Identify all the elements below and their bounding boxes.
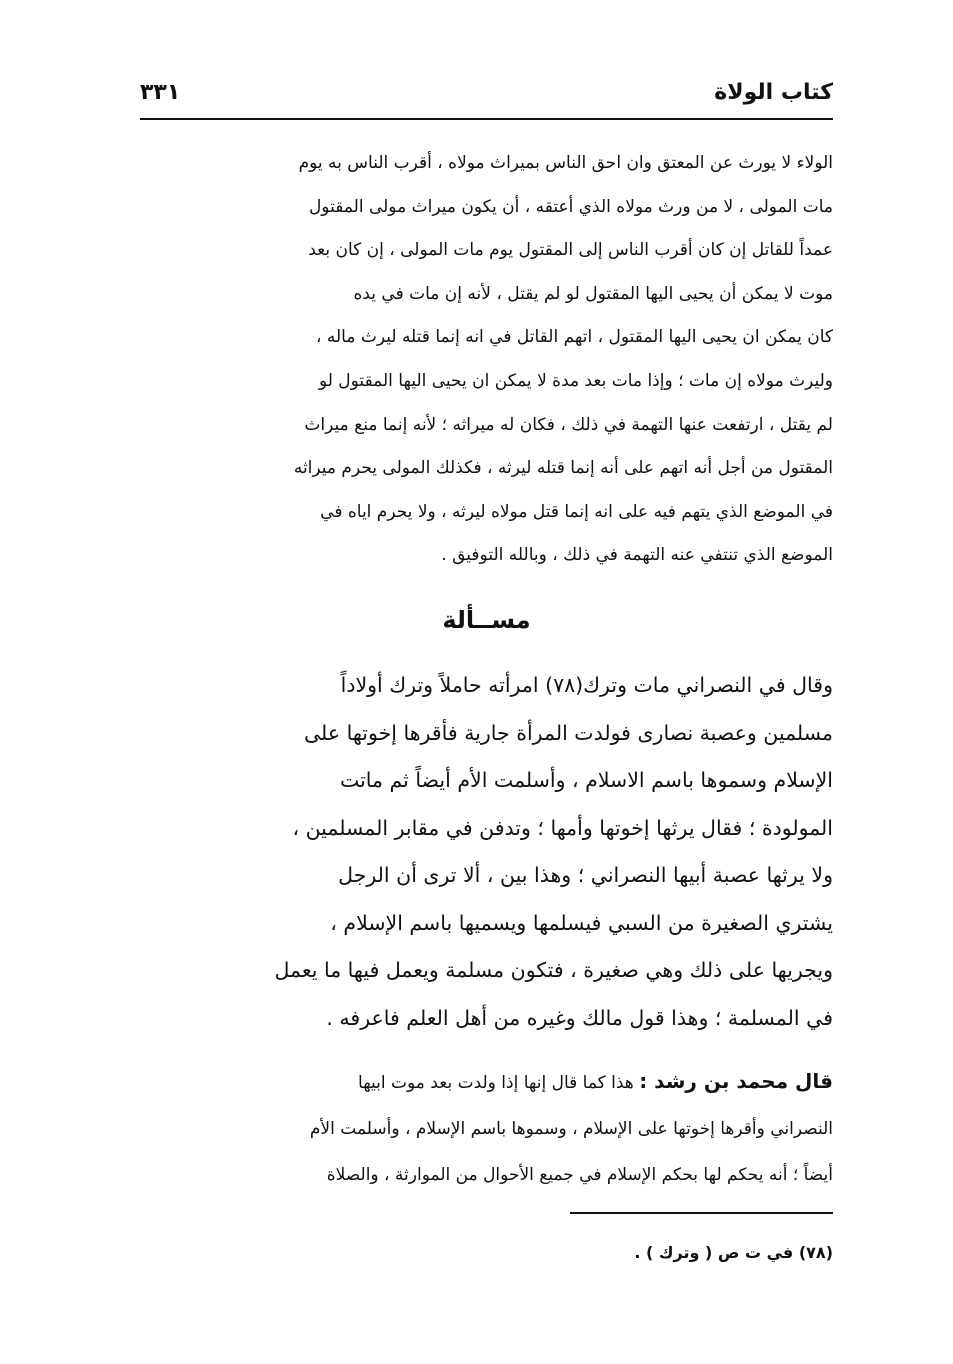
- book-title: كتاب الولاة: [714, 80, 833, 105]
- paragraph-1: [140, 142, 833, 578]
- section-heading: مســألة: [442, 606, 531, 634]
- paragraph-3: [140, 1058, 833, 1198]
- text-line: الموضع الذي تنتفي عنه التهمة في ذلك ، وبالله التوفيق .: [441, 545, 833, 566]
- text-line: في المسلمة ؛ وهذا قول مالك وغيره من أهل العلم فاعرفه .: [326, 1005, 833, 1030]
- text-line: [140, 1058, 833, 1106]
- paragraph-2: [140, 662, 833, 1042]
- footnote-rule: [570, 1212, 833, 1214]
- text-line: مسلمين وعصبة نصارى فولدت المرأة جارية فأقرها إخوتها على: [303, 720, 833, 745]
- running-header: [140, 76, 833, 116]
- text-line: لم يقتل ، ارتفعت عنها التهمة في ذلك ، فكان له ميراثه ؛ لأنه إنما منع ميراث: [304, 414, 833, 435]
- text-line: وليرث مولاه إن مات ؛ وإذا مات بعد مدة لا يمكن ان يحيى اليها المقتول لو: [318, 370, 833, 391]
- text-line: مات المولى ، لا من ورث مولاه الذي أعتقه ، أن يكون ميراث مولى المقتول: [308, 196, 833, 217]
- text-line: وقال في النصراني مات وترك(٧٨) امرأته حاملاً وترك أولاداً: [340, 673, 833, 697]
- text-line: في الموضع الذي يتهم فيه على انه إنما قتل مولاه ليرثه ، ولا يحرم اياه في: [320, 501, 833, 522]
- line-text: هذا كما قال إنها إذا ولدت بعد موت ابيها: [358, 1073, 634, 1093]
- text-line: الإسلام وسموها باسم الاسلام ، وأسلمت الأم أيضاً ثم ماتت: [339, 768, 833, 792]
- page-number: ٣٣١: [140, 80, 181, 105]
- text-line: ولا يرثها عصبة أبيها النصراني ؛ وهذا بين ، ألا ترى أن الرجل: [338, 863, 833, 887]
- footnote: (٧٨) في ت ص ( وترك ) .: [634, 1243, 833, 1262]
- text-line: المقتول من أجل أنه اتهم على أنه إنما قتله ليرثه ، فكذلك المولى يحرم ميراثه: [293, 458, 833, 479]
- text-line: أيضاً ؛ أنه يحكم لها بحكم الإسلام في جميع الأحوال من الموارثة ، والصلاة: [326, 1165, 833, 1185]
- text-line: المولودة ؛ فقال يرثها إخوتها وأمها ؛ وتدفن في مقابر المسلمين ،: [292, 815, 833, 840]
- text-line: ويجريها على ذلك وهي صغيرة ، فتكون مسلمة ويعمل فيها ما يعمل: [274, 958, 833, 982]
- speaker-label: قال محمد بن رشد :: [639, 1069, 833, 1093]
- text-line: كان يمكن ان يحيى اليها المقتول ، اتهم القاتل في انه إنما قتله ليرث ماله ،: [315, 327, 833, 348]
- text-line: عمداً للقاتل إن كان أقرب الناس إلى المقتول يوم مات المولى ، إن كان بعد: [308, 240, 833, 261]
- text-line: النصراني وأقرها إخوتها على الإسلام ، وسموها باسم الإسلام ، وأسلمت الأم: [309, 1119, 833, 1139]
- text-line: موت لا يمكن أن يحيى اليها المقتول لو لم يقتل ، لأنه إن مات في يده: [353, 283, 833, 304]
- header-rule: [140, 118, 833, 120]
- text-line: الولاء لا يورث عن المعتق وان احق الناس بميراث مولاه ، أقرب الناس به يوم: [298, 153, 833, 173]
- text-line: يشتري الصغيرة من السبي فيسلمها ويسميها باسم الإسلام ،: [330, 910, 833, 935]
